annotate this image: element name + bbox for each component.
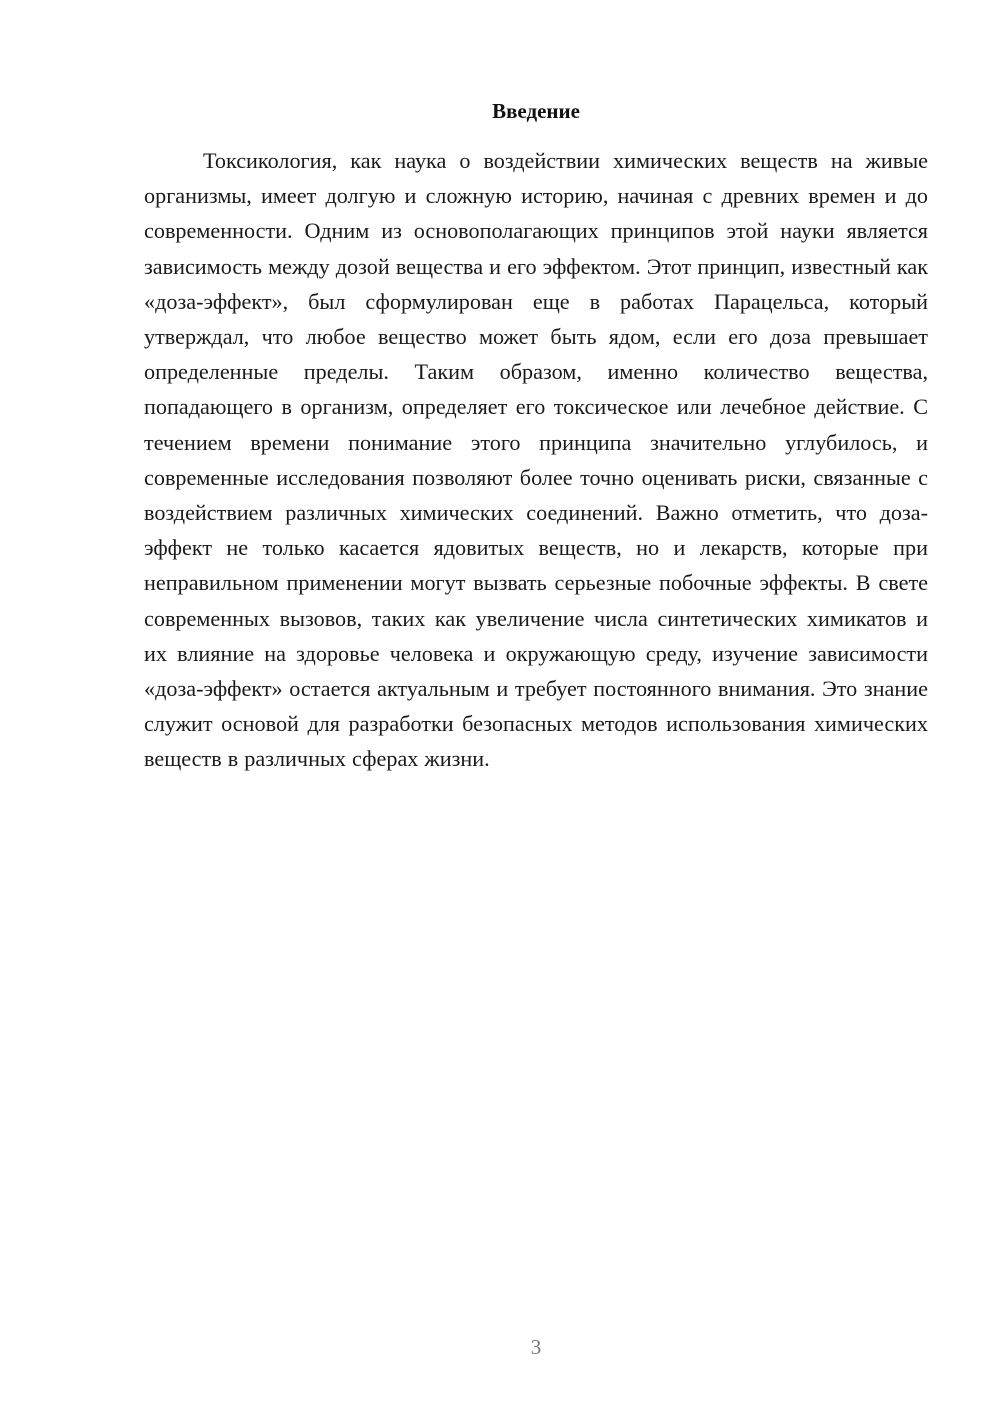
body-paragraph: Токсикология, как наука о воздействии химических веществ на живые организмы, имеет долгую и сложную историю, начиная с древних времен и до современности. Одним из основополагающих принципов этой науки является зависимость между дозой вещества и его эффектом. Этот принцип, известный как «доза-эффект», был сформулирован еще в работах Парацельса, который утверждал, что любое вещество может быть ядом, если его доза превышает определенные пределы. Таким образом, именно количество вещества, попадающего в организм, определяет его токсическое или лечебное действие. С течением времени понимание этого принципа значительно углубилось, и современные исследования позволяют более точно оценивать риски, связанные с воздействием различных химических соединений. Важно отметить, что доза-эффект не только касается ядовитых веществ, но и лекарств, которые при неправильном применении могут вызвать серьезные побочные эффекты. В свете современных вызовов, таких как увеличение числа синтетических химикатов и их влияние на здоровье человека и окружающую среду, изучение зависимости «доза-эффект» остается актуальным и требует постоянного внимания. Это знание служит основой для разработки безопасных методов использования химических веществ в различных сферах жизни.: [144, 148, 928, 772]
page-number: 3: [530, 1335, 542, 1359]
section-title: Введение: [492, 99, 580, 123]
